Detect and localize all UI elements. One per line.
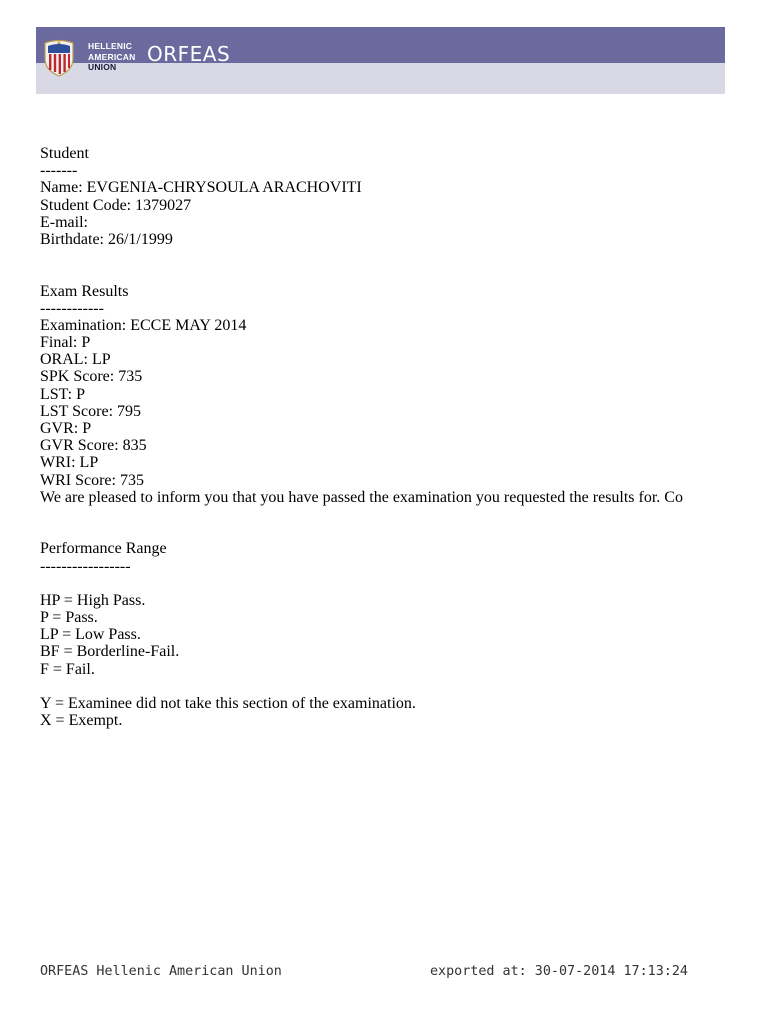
footer-source: ORFEAS Hellenic American Union (40, 964, 282, 979)
grade-definition: BF = Borderline-Fail. (40, 643, 180, 661)
header-top-bar (36, 27, 725, 63)
exam-result-line: WRI Score: 735 (40, 471, 144, 489)
student-name: Name: EVGENIA-CHRYSOULA ARACHOVITI (40, 179, 362, 197)
page-header (36, 27, 725, 94)
logo-line-3: UNION (88, 62, 117, 72)
exam-result-line: ORAL: LP (40, 351, 111, 369)
student-email: E-mail: (40, 213, 88, 231)
results-document (40, 145, 768, 729)
logo-line-1: HELLENIC (88, 41, 133, 51)
grade-note: Y = Examinee did not take this section of the examination. (40, 695, 416, 713)
shield-logo-icon (42, 39, 76, 77)
exam-result-line: LST Score: 795 (40, 402, 142, 420)
exam-result-line: GVR Score: 835 (40, 437, 147, 455)
grade-definition: HP = High Pass. (40, 591, 146, 609)
performance-range-heading: Performance Range (40, 540, 167, 558)
student-heading: Student (40, 145, 89, 162)
result-message: We are pleased to inform you that you have passed the examination you requested the results for. Co (40, 488, 683, 506)
grade-definition: F = Fail. (40, 660, 95, 678)
page-footer (40, 963, 730, 981)
exam-results-heading: Exam Results (40, 282, 129, 300)
logo-wordmark (88, 41, 135, 73)
logo-line-2: AMERICAN (88, 51, 136, 62)
header-bottom-bar (36, 63, 725, 94)
grade-note: X = Exempt. (40, 712, 123, 730)
performance-range-heading-underline: ----------------- (40, 557, 131, 575)
student-birthdate: Birthdate: 26/1/1999 (40, 230, 173, 248)
exam-result-line: Examination: ECCE MAY 2014 (40, 316, 247, 334)
grade-definition: LP = Low Pass. (40, 626, 141, 644)
exam-result-line: GVR: P (40, 420, 92, 438)
exam-result-line: WRI: LP (40, 454, 99, 472)
student-heading-underline: ------- (40, 162, 78, 180)
exam-result-line: LST: P (40, 385, 85, 403)
exam-results-heading-underline: ------------ (40, 299, 104, 317)
grade-definition: P = Pass. (40, 609, 98, 627)
student-code: Student Code: 1379027 (40, 196, 192, 214)
brand-name: ORFEAS (147, 42, 231, 66)
footer-export-timestamp: exported at: 30-07-2014 17:13:24 (430, 964, 688, 979)
exam-result-line: Final: P (40, 334, 91, 352)
exam-result-line: SPK Score: 735 (40, 368, 143, 386)
